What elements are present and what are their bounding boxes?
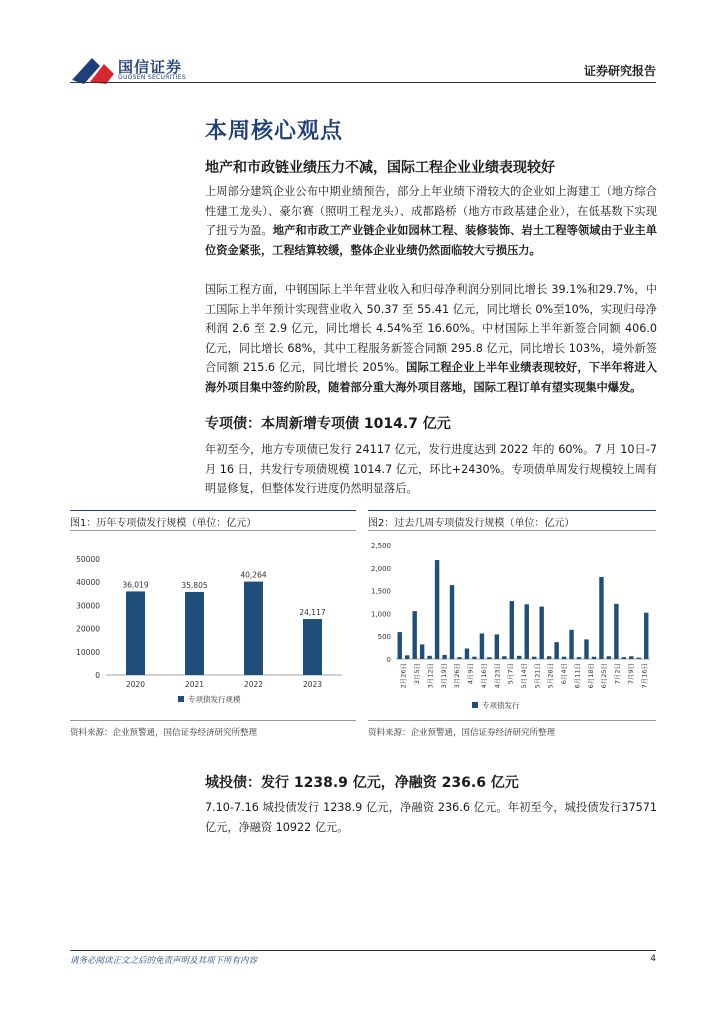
- figure2-bottom-rule: [368, 720, 656, 721]
- bar: [547, 656, 551, 659]
- logo-text-en: GUOSEN SECURITIES: [118, 74, 187, 81]
- x-tick-label: 2022: [243, 680, 264, 689]
- x-tick-label: 6月25日: [600, 663, 609, 689]
- bar: [532, 657, 536, 659]
- legend-label: 专项债发行: [482, 701, 520, 710]
- bar: [525, 604, 529, 659]
- x-tick-label: 4月16日: [479, 663, 488, 689]
- bar: [244, 582, 263, 675]
- page-title: 本周核心观点: [205, 119, 344, 144]
- bar: [185, 592, 204, 675]
- x-tick-label: 7月2日: [613, 663, 622, 685]
- chart-annual-special-bonds: [70, 535, 356, 715]
- x-tick-label: 3月5日: [413, 663, 422, 685]
- bar: [592, 657, 596, 659]
- y-tick-label: 0: [95, 671, 100, 680]
- paragraph-bold-text: 国际工程企业上半年业绩表现较好，下半年将进入海外项目集中签约阶段，随着部分重大海外项目落地，国际工程订单有望实现集中爆发。: [205, 361, 657, 394]
- x-tick-label: 4月23日: [493, 663, 502, 689]
- x-tick-label: 5月28日: [546, 663, 555, 689]
- bar: [637, 658, 641, 659]
- header-divider: [70, 82, 656, 83]
- paragraph-midyear-forecast: [205, 182, 657, 260]
- figure2-caption-rule: [368, 530, 656, 531]
- bar: [465, 649, 469, 659]
- x-tick-label: 2021: [184, 680, 205, 689]
- chart-weekly-special-bonds: [368, 535, 656, 715]
- y-tick-label: 10000: [76, 647, 100, 657]
- x-tick-label: 3月12日: [426, 663, 435, 689]
- data-label: 36,019: [122, 580, 149, 590]
- x-tick-label: 5月7日: [506, 663, 515, 685]
- bar: [539, 607, 543, 659]
- figure2-top-rule: [368, 510, 656, 511]
- data-label: 35,805: [181, 580, 208, 590]
- x-tick-label: 3月26日: [453, 663, 462, 689]
- section-title-urban-bonds: 城投债：发行 1238.9 亿元，净融资 236.6 亿元: [205, 775, 519, 791]
- bar: [480, 633, 484, 659]
- x-tick-label: 2020: [125, 680, 146, 689]
- figure2-source: 资料来源：企业预警通，国信证券经济研究所整理: [368, 728, 556, 738]
- bar: [629, 656, 633, 659]
- bar: [614, 604, 618, 659]
- bar: [584, 639, 588, 659]
- bar: [495, 634, 499, 659]
- figure1-top-rule: [70, 510, 356, 511]
- x-tick-label: 7月16日: [640, 663, 649, 689]
- y-tick-label: 1,500: [370, 587, 391, 596]
- bar: [644, 613, 648, 659]
- x-tick-label: 5月14日: [520, 663, 528, 689]
- y-tick-label: 2,000: [370, 564, 391, 573]
- bar: [554, 642, 558, 659]
- x-tick-label: 2月26日: [399, 663, 408, 689]
- x-tick-label: 6月4日: [560, 663, 569, 685]
- bar: [442, 655, 446, 659]
- y-tick-label: 40000: [76, 578, 100, 588]
- x-tick-label: 4月9日: [466, 663, 475, 685]
- legend-swatch: [178, 696, 184, 702]
- logo-text-cn: 国信证券: [118, 58, 183, 76]
- bar: [562, 657, 566, 659]
- y-tick-label: 1,000: [370, 610, 391, 619]
- x-tick-label: 5月21日: [533, 663, 542, 689]
- y-tick-label: 2,500: [370, 542, 391, 550]
- figure1-source: 资料来源：企业预警通，国信证券经济研究所整理: [70, 728, 258, 738]
- data-label: 40,264: [240, 570, 267, 580]
- data-label: 24,117: [299, 608, 326, 618]
- y-tick-label: 30000: [76, 601, 100, 611]
- page-number: 4: [650, 954, 656, 964]
- bar: [577, 657, 581, 659]
- bar: [427, 656, 431, 659]
- bar: [457, 657, 461, 659]
- bar: [487, 657, 491, 659]
- figure2-caption: 图2：过去几周专项债发行规模（单位：亿元）: [368, 518, 575, 529]
- x-tick-label: 6月18日: [586, 663, 595, 689]
- bar: [599, 577, 603, 659]
- legend-label: 专项债发行规模: [188, 695, 241, 704]
- paragraph-text: 上周部分建筑企业公布中期业绩预告，部分上年业绩下滑较大的企业如上海建工（地方综合性建工龙头）、豪尔赛（照明工程龙头）、成都路桥（地方市政基建企业），在低基数下实现了扭亏为盈。: [205, 185, 657, 237]
- figure1-caption: 图1：历年专项债发行规模（单位：亿元）: [70, 518, 257, 529]
- bar: [569, 630, 573, 659]
- footer-divider: [70, 950, 656, 951]
- figure1-bottom-rule: [70, 720, 356, 721]
- footer-disclaimer-note: 请务必阅读正文之后的免责声明及其项下所有内容: [70, 956, 258, 966]
- bar: [450, 585, 454, 659]
- section-title-performance: 地产和市政链业绩压力不减，国际工程企业业绩表现较好: [205, 160, 555, 176]
- bar: [607, 656, 611, 659]
- y-tick-label: 0: [386, 656, 391, 664]
- paragraph-bold-text: 地产和市政工产业链企业如园林工程、装修装饰、岩土工程等领域由于业主单位资金紧张，工程结算较缓，整体企业业绩仍然面临较大亏损压力。: [205, 224, 657, 257]
- report-type-label: 证券研究报告: [583, 64, 656, 78]
- bar: [472, 657, 476, 659]
- bar: [303, 619, 322, 675]
- x-tick-label: 2023: [302, 680, 323, 689]
- paragraph-urban-bonds: 7.10-7.16 城投债发行 1238.9 亿元，净融资 236.6 亿元。年初至今，城投债发行37571 亿元，净融资 10922 亿元。: [205, 801, 657, 834]
- bar: [420, 644, 424, 659]
- bar: [517, 656, 521, 659]
- bar: [405, 655, 409, 659]
- x-tick-label: 3月19日: [439, 663, 448, 689]
- x-tick-label: 6月11日: [573, 663, 582, 689]
- paragraph-special-bonds: 年初至今，地方专项债已发行 24117 亿元，发行进度达到 2022 年的 60%。7 月 10日-7 月 16 日，共发行专项债规模 1014.7 亿元，环比+2430%。专项债单周发行规模较上周有明显修复，但整体发行进度仍然明显落后。: [205, 443, 657, 495]
- bar: [510, 601, 514, 659]
- paragraph-international-engineering: [205, 280, 657, 397]
- bar: [412, 611, 416, 659]
- y-tick-label: 20000: [76, 624, 100, 634]
- figure1-caption-rule: [70, 530, 356, 531]
- bar: [398, 632, 402, 659]
- y-tick-label: 50000: [76, 555, 100, 564]
- bar: [126, 591, 145, 675]
- paragraph-text: 国际工程方面，中钢国际上半年营业收入和归母净利润分别同比增长 39.1%和29.7%，中工国际上半年预计实现营业收入 50.37 至 55.41 亿元，同比增长 0%至10%，实现归母净利润 2.6 至 2.9 亿元，同比增长 4.54%至 16.60%。中材国际上半年新签合同额 406.0 亿元，同比增长 68%，其中工程服务新签合同额 295.8 亿元，同比增长 103%，境外新签合同额 215.6 亿元，同比增长 205%。: [205, 283, 657, 374]
- bar: [622, 657, 626, 659]
- bar: [435, 560, 439, 659]
- bar: [502, 656, 506, 659]
- legend-swatch: [472, 702, 478, 708]
- section-title-special-bonds: 专项债：本周新增专项债 1014.7 亿元: [205, 416, 451, 432]
- y-tick-label: 500: [377, 633, 391, 642]
- x-tick-label: 7月9日: [626, 663, 635, 685]
